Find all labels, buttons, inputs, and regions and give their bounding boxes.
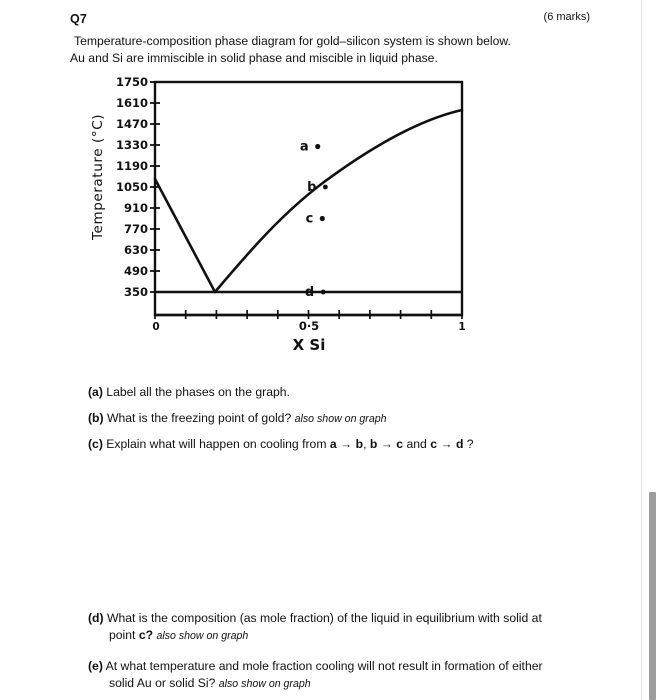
question-a-text: Label all the phases on the graph. (106, 385, 290, 399)
question-c-point-c2: c (430, 437, 437, 451)
x-tick-label-1: 1 (458, 321, 466, 333)
phase-diagram-svg (78, 72, 478, 362)
annotation-point-c (306, 212, 325, 227)
question-b-hint: also show on graph (294, 413, 387, 425)
question-item-b (88, 410, 628, 428)
si-liquidus-curve (215, 110, 462, 292)
question-e-line-1: At what temperature and mole fraction cooling will not result in formation of either (105, 659, 543, 673)
vertical-scrollbar-thumb[interactable] (649, 492, 656, 700)
question-c-point-b1: b (355, 437, 364, 451)
y-axis-title (90, 114, 106, 241)
y-tick-label-1050: 1050 (115, 180, 148, 194)
question-number: Q7 (70, 12, 88, 26)
annotation-label-a: a (299, 139, 309, 155)
y-tick-label-910: 910 (123, 201, 148, 215)
question-e-line-2: solid Au or solid Si? (109, 676, 216, 690)
question-c-point-d: d (455, 437, 464, 451)
annotation-marker-b (323, 185, 328, 190)
question-stem-line-2: Au and Si are immiscible in solid phase and miscible in liquid phase. (70, 51, 438, 65)
x-tick-label-0: 0 (152, 321, 160, 333)
y-tick-label-1750: 1750 (115, 75, 148, 89)
y-tick-label-630: 630 (123, 243, 148, 257)
annotation-marker-c (320, 216, 325, 221)
phase-diagram-figure (78, 72, 478, 362)
question-d-line-2-pre: point (109, 628, 136, 642)
question-c-tag: (c) (88, 437, 103, 451)
question-item-c (88, 436, 628, 453)
question-d-line-2-post: ? (145, 628, 154, 642)
question-c-text-post: ? (466, 437, 474, 451)
annotation-layer (300, 140, 328, 301)
annotation-label-b: b (307, 180, 317, 195)
plot-frame (155, 82, 462, 315)
marks-label: (6 marks) (543, 11, 590, 23)
y-tick-label-1470: 1470 (115, 117, 148, 131)
annotation-label-d: d (304, 285, 315, 300)
annotation-point-a (300, 140, 320, 155)
y-tick-label-490: 490 (123, 264, 148, 278)
question-d-line-1: What is the composition (as mole fraction) of the liquid in equilibrium with solid at (106, 611, 542, 625)
question-d-hint: also show on graph (156, 630, 249, 642)
x-axis-title-label: X Si (292, 336, 326, 354)
question-d-line-2 (88, 627, 628, 645)
question-e-line-2-wrap (88, 675, 628, 693)
question-c-point-c1: c (396, 437, 404, 451)
question-c-arrow-2: → (380, 437, 393, 451)
annotation-marker-d (321, 290, 326, 295)
question-c-sep-2: and (406, 437, 427, 451)
question-e-hint: also show on graph (218, 678, 311, 690)
question-c-arrow-1: → (340, 437, 353, 451)
y-tick-label-1190: 1190 (115, 159, 148, 173)
y-tick-label-1330: 1330 (115, 138, 148, 152)
au-liquidus-curve (155, 179, 215, 292)
question-item-e (88, 658, 628, 693)
question-c-text: Explain what will happen on cooling from (106, 437, 327, 451)
question-e-tag: (e) (88, 659, 103, 673)
question-c-point-a: a (329, 437, 337, 451)
y-tick-label-350: 350 (123, 285, 148, 299)
question-d-tag: (d) (88, 611, 104, 625)
question-item-a (88, 384, 628, 401)
question-item-d (88, 610, 628, 645)
y-tick-label-770: 770 (123, 222, 148, 236)
question-c-point-b2: b (369, 437, 378, 451)
question-header (70, 10, 590, 67)
question-stem-line-1: Temperature-composition phase diagram for gold–silicon system is shown below. (74, 34, 511, 48)
question-a-tag: (a) (88, 385, 103, 399)
y-tick-label-1610: 1610 (115, 96, 148, 110)
question-b-text: What is the freezing point of gold? (106, 411, 292, 425)
question-d-point-c: c (138, 628, 146, 642)
x-tick-label-half: 0·5 (298, 319, 320, 333)
question-c-sep-1: , (363, 437, 367, 451)
y-axis-title-label: Temperature (°C) (90, 113, 106, 240)
question-c-arrow-3: → (440, 437, 453, 451)
y-axis-tick-labels (116, 75, 148, 299)
vertical-scrollbar-track[interactable] (641, 0, 657, 700)
annotation-marker-a (315, 144, 320, 149)
question-b-tag: (b) (88, 411, 104, 425)
annotation-label-c: c (305, 211, 314, 227)
